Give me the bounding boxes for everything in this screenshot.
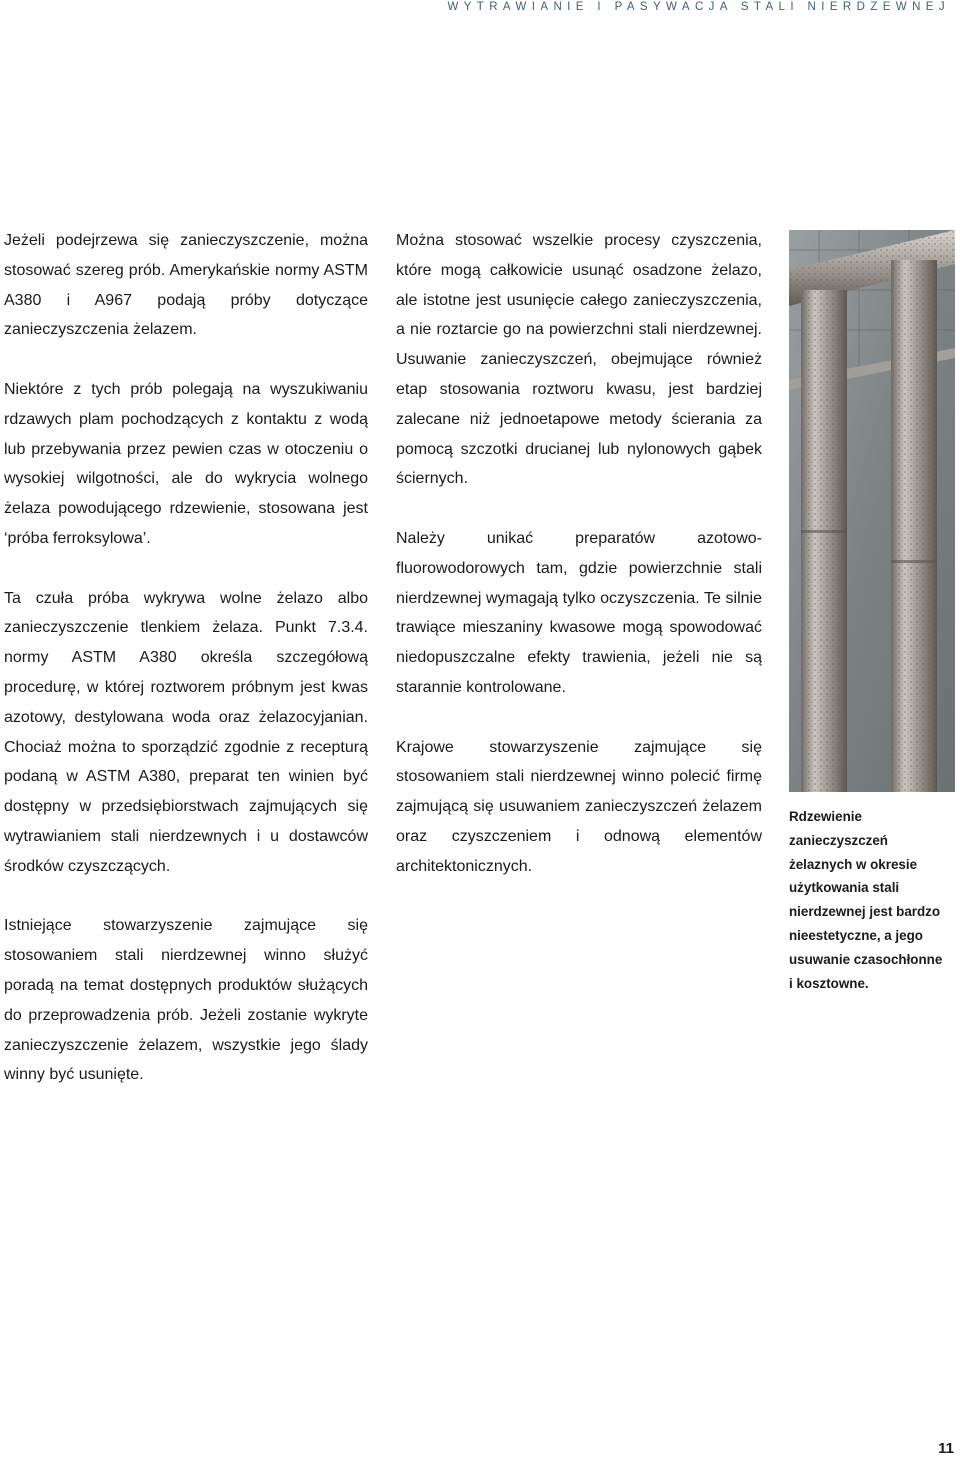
rusty-railing-photo [789,230,955,792]
paragraph: Istniejące stowarzyszenie zajmujące się stosowaniem stali nierdzewnej winno służyć poradą na temat dostępnych produktów służących do przeprowadzenia prób. Jeżeli zostanie wykryte zanieczyszczenie żelazem, wszystkie jego ślady winny być usunięte. [4,917,368,1084]
page-number: 11 [938,1440,954,1457]
running-header: WYTRAWIANIE I PASYWACJA STALI NIERDZEWNEJ [447,1,950,13]
paragraph: Krajowe stowarzyszenie zajmujące się stosowaniem stali nierdzewnej winno polecić firmę zajmującą się usuwaniem zanieczyszczeń żelazem oraz czyszczeniem i odnową elementów architektonicznych. [396,738,762,875]
paragraph: Można stosować wszelkie procesy czyszczenia, które mogą całkowicie usunąć osadzone żelazo, ale istotne jest usunięcie całego zanieczyszczenia, a nie roztarcie go na powierzchni stali nierdzewnej. Usuwanie zanieczyszczeń, obejmujące również etap stosowania roztworu kwasu, jest bardziej zalecane niż jednoetapowe metody ścierania za pomocą szczotki drucianej lub nylonowych gąbek ściernych. [396,232,762,488]
left-text-column [4,226,368,1120]
paragraph: Należy unikać preparatów azotowo-fluorowodorowych tam, gdzie powierzchnie stali nierdzewnej wymagają tylko oczyszczenia. Te silnie trawiące mieszaniny kwasowe mogą spowodować niedopuszczalne efekty trawienia, jeżeli nie są starannie kontrolowane. [396,529,762,696]
paragraph: Ta czuła próba wykrywa wolne żelazo albo zanieczyszczenie tlenkiem żelaza. Punkt 7.3.4. normy ASTM A380 określa szczegółową procedurę, w której roztworem próbnym jest kwas azotowy, destylowana woda oraz żelazocyjanian. Chociaż można to sporządzić zgodnie z recepturą podaną w ASTM A380, preparat ten winien być dostępny w przedsiębiorstwach zajmujących się wytrawianiem stali nierdzewnych i u dostawców środków czyszczących. [4,589,368,875]
paragraph: Jeżeli podejrzewa się zanieczyszczenie, można stosować szereg prób. Amerykańskie normy ASTM A380 i A967 podają próby dotyczące zanieczyszczenia żelazem. [4,232,368,339]
middle-text-column [396,226,762,911]
figure-caption: Rdzewienie zanieczyszczeń żelaznych w okresie użytkowania stali nierdzewnej jest bardzo nieestetyczne, a jego usuwanie czasochłonne i kosztowne. [789,809,943,991]
paragraph: Niektóre z tych prób polegają na wyszukiwaniu rdzawych plam pochodzących z kontaktu z wodą lub przebywania przez pewien czas w otoczeniu o wysokiej wilgotności, ale do wykrycia wolnego żelaza powodującego rdzewienie, stosowana jest ‘próba ferroksylowa’. [4,380,368,547]
